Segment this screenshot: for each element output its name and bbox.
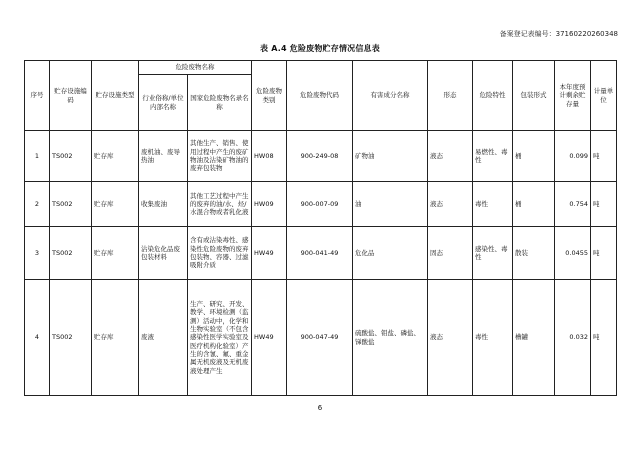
cell-package: 散装 [513, 227, 555, 280]
header-category: 危险废物类别 [252, 61, 287, 131]
cell-unit: 吨 [591, 182, 617, 227]
cell-hazard-property: 感染性、毒性 [473, 227, 513, 280]
page-number: 6 [317, 404, 323, 412]
hazardous-waste-storage-table [24, 60, 617, 396]
header-industry-name: 行业俗称/单位内部名称 [139, 75, 188, 131]
cell-facility-type: 贮存库 [92, 182, 139, 227]
cell-seq: 3 [25, 227, 50, 280]
cell-harmful-component: 矿物油 [353, 131, 428, 182]
cell-remaining-amount: 0.099 [555, 131, 591, 182]
cell-unit: 吨 [591, 131, 617, 182]
cell-industry-name: 废液 [139, 280, 188, 396]
cell-seq: 1 [25, 131, 50, 182]
cell-industry-name: 废机油、废导热油 [139, 131, 188, 182]
cell-facility-type: 贮存库 [92, 227, 139, 280]
cell-package: 桶 [513, 131, 555, 182]
cell-form: 固态 [428, 227, 473, 280]
cell-national-name: 其他生产、销售、使用过程中产生的废矿物油及沾染矿物油的废弃包装物 [188, 131, 252, 182]
cell-facility-code: TS002 [50, 131, 92, 182]
header-seq: 序号 [25, 61, 50, 131]
cell-remaining-amount: 0.754 [555, 182, 591, 227]
cell-hazard-property: 毒性 [473, 280, 513, 396]
header-hazard-property: 危险特性 [473, 61, 513, 131]
cell-waste-code: 900-047-49 [287, 280, 353, 396]
table-row [25, 227, 617, 280]
cell-waste-code: 900-007-09 [287, 182, 353, 227]
cell-facility-code: TS002 [50, 182, 92, 227]
header-waste-name-group: 危险废物名称 [139, 61, 252, 75]
cell-category: HW09 [252, 182, 287, 227]
cell-waste-code: 900-249-08 [287, 131, 353, 182]
cell-national-name: 含有或沾染毒性、感染性危险废物的废弃包装物、容器、过滤吸附介质 [188, 227, 252, 280]
cell-category: HW49 [252, 280, 287, 396]
header-form: 形态 [428, 61, 473, 131]
cell-package: 桶 [513, 182, 555, 227]
cell-hazard-property: 毒性 [473, 182, 513, 227]
table-row [25, 280, 617, 396]
cell-category: HW49 [252, 227, 287, 280]
table-row [25, 131, 617, 182]
cell-harmful-component: 危化品 [353, 227, 428, 280]
cell-harmful-component: 硫酸盐、钼盐、磷盐、锑酸盐 [353, 280, 428, 396]
cell-seq: 2 [25, 182, 50, 227]
header-facility-code: 贮存设施编码 [50, 61, 92, 131]
header-harmful-component: 有害成分名称 [353, 61, 428, 131]
cell-remaining-amount: 0.0455 [555, 227, 591, 280]
cell-seq: 4 [25, 280, 50, 396]
cell-facility-type: 贮存库 [92, 280, 139, 396]
cell-waste-code: 900-041-49 [287, 227, 353, 280]
cell-remaining-amount: 0.032 [555, 280, 591, 396]
cell-package: 槽罐 [513, 280, 555, 396]
header-facility-type: 贮存设施类型 [92, 61, 139, 131]
cell-unit: 吨 [591, 227, 617, 280]
registration-number: 备案登记表编号：37160220260348 [499, 30, 618, 38]
header-package: 包装形式 [513, 61, 555, 131]
cell-facility-code: TS002 [50, 280, 92, 396]
cell-facility-code: TS002 [50, 227, 92, 280]
cell-unit: 吨 [591, 280, 617, 396]
cell-form: 液态 [428, 280, 473, 396]
cell-national-name: 其他工艺过程中产生的废弃的油/水、烃/水混合物或者乳化液 [188, 182, 252, 227]
header-national-name: 国家危险废物名录名称 [188, 75, 252, 131]
cell-facility-type: 贮存库 [92, 131, 139, 182]
header-remaining-amount: 本年度预计剩余贮存量 [555, 61, 591, 131]
cell-category: HW08 [252, 131, 287, 182]
header-waste-code: 危险废物代码 [287, 61, 353, 131]
header-unit: 计量单位 [591, 61, 617, 131]
cell-form: 液态 [428, 182, 473, 227]
cell-harmful-component: 油 [353, 182, 428, 227]
cell-industry-name: 沾染危化品废包装材料 [139, 227, 188, 280]
cell-industry-name: 收集废油 [139, 182, 188, 227]
cell-hazard-property: 易燃性、毒性 [473, 131, 513, 182]
cell-form: 液态 [428, 131, 473, 182]
cell-national-name: 生产、研究、开发、教学、环境检测（监测）活动中，化学和生物实验室（不包含感染性医学实验室及医疗机构化验室）产生的含氰、氟、重金属无机废液及无机废液处理产生 [188, 280, 252, 396]
table-row [25, 182, 617, 227]
table-title: 表 A.4 危险废物贮存情况信息表 [260, 44, 380, 53]
